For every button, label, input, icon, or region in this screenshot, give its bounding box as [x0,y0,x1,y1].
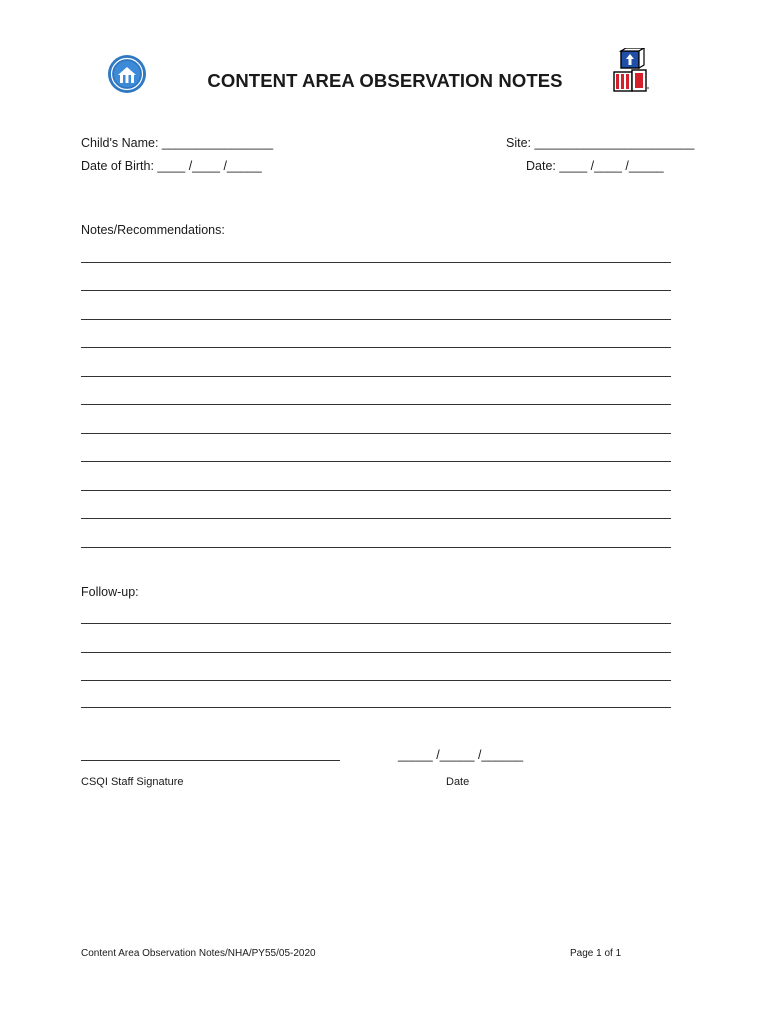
notes-line[interactable] [81,461,671,462]
date-of-birth-field[interactable]: Date of Birth: ____ /____ /_____ [81,159,262,173]
followup-line[interactable] [81,652,671,653]
site-field[interactable]: Site: _______________________ [506,136,695,150]
notes-line[interactable] [81,547,671,548]
page-title: CONTENT AREA OBSERVATION NOTES [207,70,563,91]
staff-signature-label: CSQI Staff Signature [81,776,184,788]
notes-line[interactable] [81,262,671,263]
notes-line[interactable] [81,290,671,291]
child-name-field[interactable]: Child's Name: ________________ [81,136,274,150]
notes-line[interactable] [81,319,671,320]
head-start-blocks-icon [611,48,651,94]
signature-line[interactable] [81,760,340,761]
followup-line[interactable] [81,680,671,681]
footer-document-id: Content Area Observation Notes/NHA/PY55/05-2020 [81,948,316,959]
notes-line[interactable] [81,490,671,491]
notes-line[interactable] [81,433,671,434]
notes-line[interactable] [81,376,671,377]
notes-label: Notes/Recommendations: [81,223,225,237]
notes-line[interactable] [81,347,671,348]
footer-page-number: Page 1 of 1 [570,948,622,959]
followup-label: Follow-up: [81,585,139,599]
followup-line[interactable] [81,707,671,708]
notes-line[interactable] [81,518,671,519]
signature-date-field[interactable]: _____ /_____ /______ [398,748,524,762]
notes-line[interactable] [81,404,671,405]
signature-date-label: Date [446,776,470,788]
followup-line[interactable] [81,623,671,624]
date-field[interactable]: Date: ____ /____ /_____ [526,159,664,173]
